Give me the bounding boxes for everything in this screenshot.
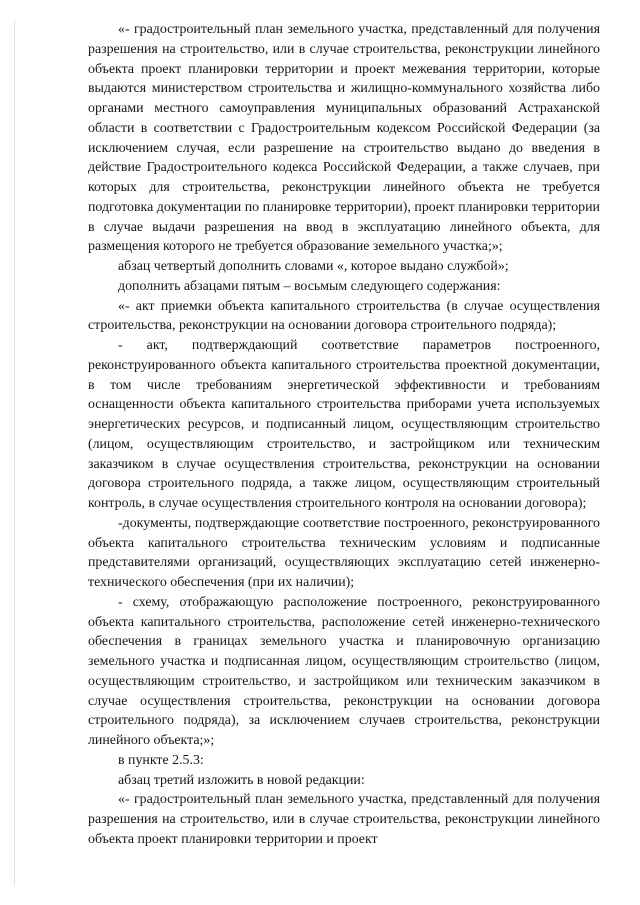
scan-edge-marks <box>14 20 16 885</box>
paragraph-v-punkte: в пункте 2.5.3: <box>118 752 204 768</box>
paragraph-akt-sootvetstvie: - акт, подтверждающий соответствие параметров построенного, реконструированного объекта капитального строительства проектной документации, в том числе требованиям энергетической эффективности и требованиям оснащенности объекта капитального строительства приборами учета используемых энергетических ресурсов, и подписанный лицом, осуществляющим строительство (лицом, осуществляющим строительство, и застройщиком или техническим заказчиком в случае осуществления строительства, реконструкции на основании договора строительного подряда, а также лицом, осуществляющим строительный контроль, в случае осуществления строительного контроля на основании договора); <box>88 338 600 511</box>
paragraph-abzac-tretii: абзац третий изложить в новой редакции: <box>118 772 365 788</box>
paragraph-abzac-chetvertyi: абзац четвертый дополнить словами «, которое выдано службой»; <box>118 259 509 274</box>
document-body <box>88 20 600 850</box>
paragraph-dokumenty: -документы, подтверждающие соответствие построенного, реконструированного объекта капитального строительства техническим условиям и подписанные представителями организаций, осуществляющих эксплуатацию сетей инженерно-технического обеспечения (при их наличии); <box>88 515 600 590</box>
paragraph-akt-priemki: «- акт приемки объекта капитального строительства (в случае осуществления строительства, реконструкции на основании договора строительного подряда); <box>88 298 600 334</box>
paragraph-gradplan-new: «- градостроительный план земельного участка, представленный для получения разрешения на строительство, или в случае строительства, реконструкции линейного объекта проект планировки территории и проект <box>88 792 600 847</box>
paragraph-gradplan: «- градостроительный план земельного участка, представленный для получения разрешения на строительство, или в случае строительства, реконструкции линейного объекта проект планировки территории и проект межевания территории, которые выдаются министерством строительства и жилищно-коммунального хозяйства либо органами местного самоуправления муниципальных образований Астраханской области в соответствии с Градостроительным кодексом Российской Федерации (за исключением случая, если разрешение на строительство выдано до введения в действие Градостроительного кодекса Российской Федерации, а также случаев, при которых для строительства, реконструкции линейного объекта не требуется подготовка документации по планировке территории), проект планировки территории в случае выдачи разрешения на ввод в эксплуатацию линейного объекта, для размещения которого не требуется образование земельного участка;»; <box>88 22 600 255</box>
paragraph-shema: - схему, отображающую расположение построенного, реконструированного объекта капитального строительства, расположение сетей инженерно-технического обеспечения в границах земельного участка и планировочную организацию земельного участка и подписанная лицом, осуществляющим строительство (лицом, осуществляющим строительство, и застройщиком или техническим заказчиком в случае осуществления строительства, реконструкции на основании договора строительного подряда), за исключением случаев строительства, реконструкции линейного объекта;»; <box>88 594 600 748</box>
paragraph-dopolnit-abzacami: дополнить абзацами пятым – восьмым следующего содержания: <box>118 278 501 294</box>
